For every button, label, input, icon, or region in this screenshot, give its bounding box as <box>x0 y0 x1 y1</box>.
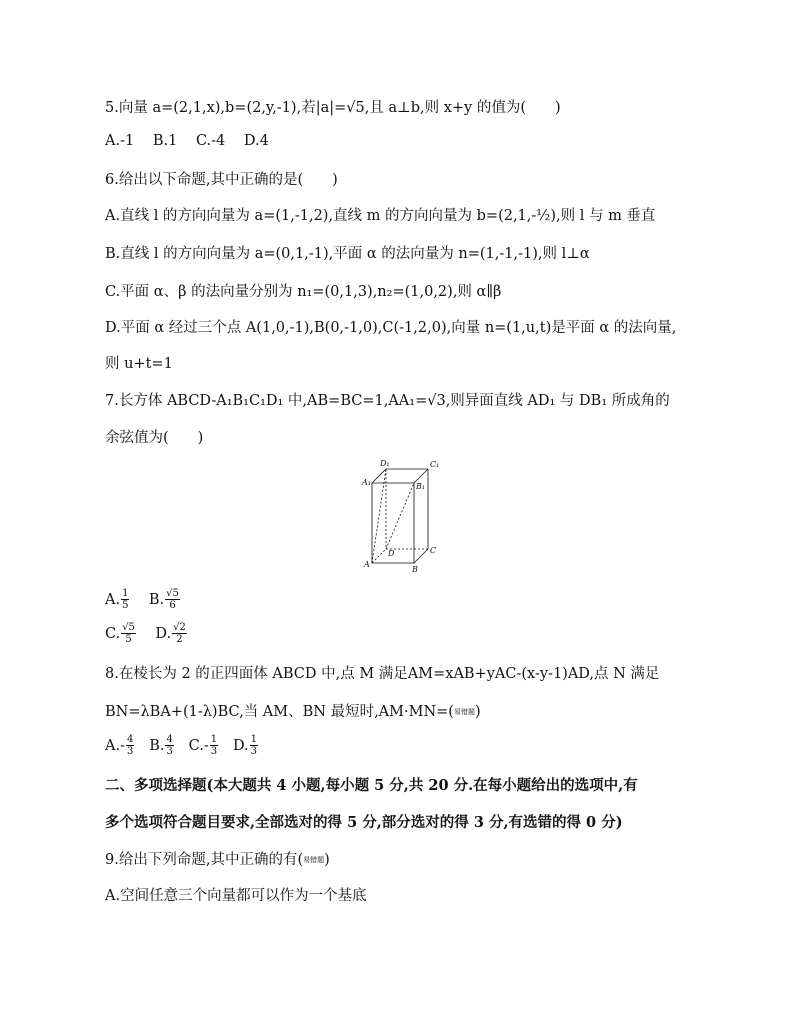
q8-option-b: B. $\frac{4}{3}$ <box>149 734 173 757</box>
q6-option-c: C.平面 α、β 的法向量分别为 n₁=(0,1,3),n₂=(1,0,2),则 α∥β <box>105 284 502 300</box>
label-a: A <box>364 560 370 569</box>
q5-option-a: A.-1 <box>105 133 135 149</box>
label-b: B <box>412 565 418 574</box>
q7-option-a: A. $\frac{1}{5}$ <box>105 588 129 611</box>
q7-stem-line2: 余弦值为( ) <box>105 430 204 446</box>
q8-options <box>105 734 259 757</box>
q8-stem-line1: 8.在棱长为 2 的正四面体 ABCD 中,点 M 满足AM=xAB+yAC-(x-y-1)AD,点 N 满足 <box>105 666 660 682</box>
q6-stem: 6.给出以下命题,其中正确的是( ) <box>105 172 338 188</box>
q6-option-d-line1: D.平面 α 经过三个点 A(1,0,-1),B(0,-1,0),C(-1,2,0),向量 n=(1,u,t)是平面 α 的法向量, <box>105 320 677 336</box>
q5-stem: 5.向量 a=(2,1,x),b=(2,y,-1),若|a|=√5,且 a⊥b,则 x+y 的值为( ) <box>105 100 561 116</box>
edge-b-c <box>414 549 428 563</box>
q7-options-row2 <box>105 622 188 645</box>
q6-option-a: A.直线 l 的方向向量为 a=(1,-1,2),直线 m 的方向向量为 b=(2,1,-½),则 l 与 m 垂直 <box>105 208 656 224</box>
q9-option-a: A.空间任意三个向量都可以作为一个基底 <box>105 888 367 904</box>
edge-b1-c1 <box>414 469 428 483</box>
label-d1: D₁ <box>380 459 390 468</box>
section2-heading-line1: 二、多项选择题(本大题共 4 小题,每小题 5 分,共 20 分.在每小题给出的选项中,有 <box>105 777 638 794</box>
q8-note: 易错题 <box>453 708 475 716</box>
q7-option-d: D. $\frac{√2}{2}$ <box>155 622 186 645</box>
q9-stem: 9.给出下列命题,其中正确的有(易错题) <box>105 852 330 868</box>
edge-a1-d1 <box>372 469 386 483</box>
cuboid-figure <box>350 455 450 575</box>
q8-option-a: A.- $\frac{4}{3}$ <box>105 734 134 757</box>
q5-option-d: D.4 <box>243 133 269 149</box>
label-c1: C₁ <box>430 460 440 469</box>
label-d: D <box>388 549 395 558</box>
q8-stem-line2: BN=λBA+(1-λ)BC,当 AM、BN 最短时,AM·MN=(易错题) <box>105 704 481 720</box>
q6-option-d-line2: 则 u+t=1 <box>105 356 173 372</box>
q7-options-row1 <box>105 588 181 611</box>
label-a1: A₁ <box>362 478 371 487</box>
q5-option-b: B.1 <box>152 133 178 149</box>
q8-option-d: D. $\frac{1}{3}$ <box>232 734 258 757</box>
diagonal-d-b1 <box>386 483 414 549</box>
q7-stem-line1: 7.长方体 ABCD-A₁B₁C₁D₁ 中,AB=BC=1,AA₁=√3,则异面直线 AD₁ 与 DB₁ 所成角的 <box>105 393 670 409</box>
q5-options <box>105 133 283 149</box>
q6-option-b: B.直线 l 的方向向量为 a=(0,1,-1),平面 α 的法向量为 n=(1,-1,-1),则 l⊥α <box>105 246 590 262</box>
q7-option-c: C. $\frac{√5}{5}$ <box>105 622 135 645</box>
q5-option-c: C.-4 <box>195 133 226 149</box>
q9-note: 易错题 <box>303 856 325 864</box>
q7-option-b: B. $\frac{√5}{6}$ <box>148 588 179 611</box>
section2-heading-line2: 多个选项符合题目要求,全部选对的得 5 分,部分选对的得 3 分,有选错的得 0 分) <box>105 814 623 831</box>
label-c: C <box>430 546 437 555</box>
label-b1: B₁ <box>416 482 426 491</box>
q8-option-c: C.- $\frac{1}{3}$ <box>188 734 218 757</box>
